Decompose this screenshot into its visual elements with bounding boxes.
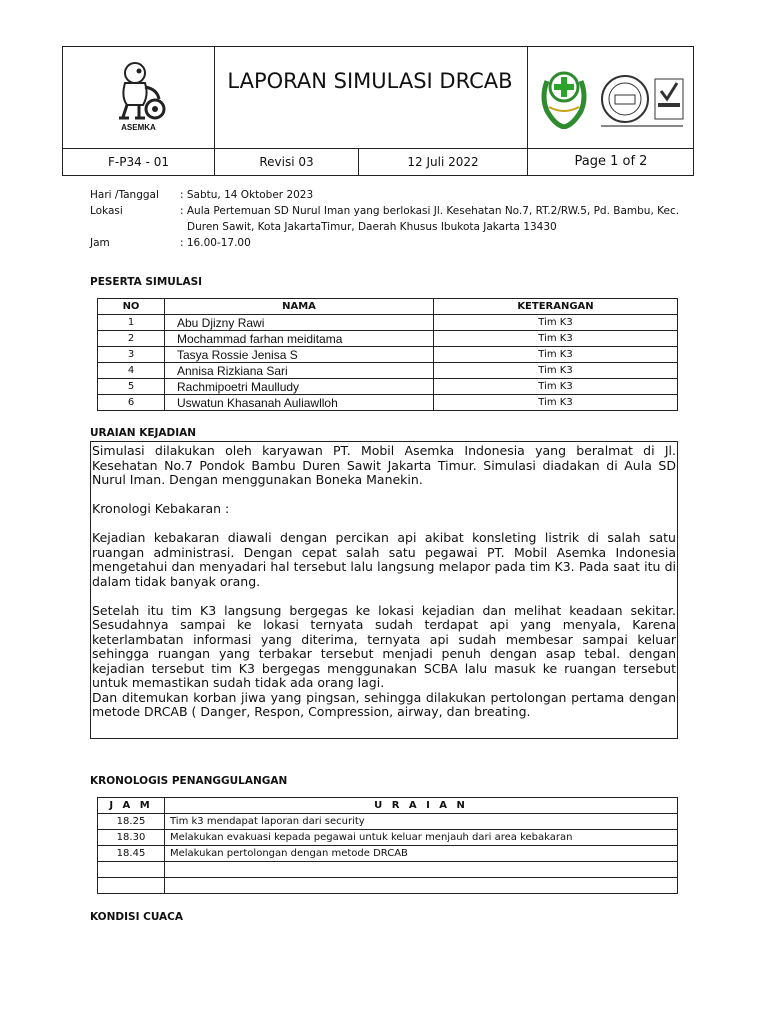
- document-revision: Revisi 03: [259, 155, 314, 169]
- table-row: [98, 331, 678, 347]
- document-code: F-P34 - 01: [108, 155, 169, 169]
- header-divider: [63, 148, 693, 149]
- asemka-mascot-logo: [113, 61, 169, 123]
- location-value: : Aula Pertemuan SD Nurul Iman yang berlokasi Jl. Kesehatan No.7, RT.2/RW.5, Pd. Bambu, Kec.: [180, 205, 680, 217]
- time-cell: [98, 878, 165, 894]
- table-row: [98, 862, 678, 878]
- location-label: Lokasi: [90, 205, 123, 217]
- day-value: : Sabtu, 14 Oktober 2023: [180, 189, 314, 201]
- page-number: Page 1 of 2: [574, 154, 648, 169]
- table-row: [98, 814, 678, 830]
- description-cell: Tim k3 mendapat laporan dari security: [165, 814, 678, 830]
- section-heading-peserta: PESERTA SIMULASI: [90, 276, 203, 288]
- description-cell: Melakukan pertolongan dengan metode DRCAB: [165, 846, 678, 862]
- description-cell: Melakukan evakuasi kepada pegawai untuk keluar menjauh dari area kebakaran: [165, 830, 678, 846]
- column-header: J A M: [98, 798, 165, 814]
- k3-cross-logo: [539, 67, 589, 129]
- participant-name: Annisa Rizkiana Sari: [165, 363, 434, 379]
- incident-description-box: [90, 441, 678, 739]
- document-header: [62, 46, 694, 176]
- location-value-continued: Duren Sawit, Kota JakartaTimur, Daerah Khusus Ibukota Jakarta 13430: [187, 221, 557, 233]
- time-cell: [98, 862, 165, 878]
- table-header-row: [98, 299, 678, 315]
- table-row: [98, 315, 678, 331]
- description-cell: [165, 878, 678, 894]
- paragraph: Simulasi dilakukan oleh karyawan PT. Mobil Asemka Indonesia yang beralmat di Jl. Kesehatan No.7 Pondok Bambu Duren Sawit Jakarta Timur. Simulasi diadakan di Aula SD Nurul Iman. Dengan menggunakan Boneka Manekin.: [92, 443, 676, 487]
- time-value: : 16.00-17.00: [180, 237, 251, 249]
- chronology-table: [97, 797, 678, 894]
- column-header: U R A I A N: [165, 798, 678, 814]
- chronology-table-body: [98, 814, 678, 894]
- participant-name: Rachmipoetri Maulludy: [165, 379, 434, 395]
- participant-role: Tim K3: [434, 347, 678, 363]
- document-date: 12 Juli 2022: [407, 155, 479, 169]
- participant-role: Tim K3: [434, 363, 678, 379]
- column-header: KETERANGAN: [434, 299, 678, 315]
- paragraph: Dan ditemukan korban jiwa yang pingsan, sehingga dilakukan pertolongan pertama dengan metode DRCAB ( Danger, Respon, Compression, airway, dan breating.: [92, 689, 676, 719]
- participant-name: Tasya Rossie Jenisa S: [165, 347, 434, 363]
- time-cell: 18.45: [98, 846, 165, 862]
- time-label: Jam: [90, 237, 110, 249]
- row-number: 4: [98, 363, 165, 379]
- row-number: 6: [98, 395, 165, 411]
- table-row: [98, 830, 678, 846]
- participants-table: [97, 298, 678, 411]
- table-row: [98, 379, 678, 395]
- participant-name: Abu Djizny Rawi: [165, 315, 434, 331]
- section-heading-kronologis: KRONOLOGIS PENANGGULANGAN: [90, 775, 288, 787]
- participant-name: Uswatun Khasanah Auliawlloh: [165, 395, 434, 411]
- participant-name: Mochammad farhan meiditama: [165, 331, 434, 347]
- iso-certification-seal: [597, 73, 687, 131]
- section-heading-cuaca: KONDISI CUACA: [90, 911, 183, 923]
- paragraph: Kejadian kebakaran diawali dengan percikan api akibat konsleting listrik di salah satu ruangan administrasi. Dengan cepat salah satu pegawai PT. Mobil Asemka Indonesia mengetahui dan menyadari hal tersebut lalu langsung melapor pada tim K3. Pada saat itu di dalam tidak banyak orang.: [92, 530, 676, 589]
- column-header: NO: [98, 299, 165, 315]
- time-cell: 18.25: [98, 814, 165, 830]
- column-header: NAMA: [165, 299, 434, 315]
- row-number: 1: [98, 315, 165, 331]
- participant-role: Tim K3: [434, 395, 678, 411]
- participants-table-body: [98, 315, 678, 411]
- table-row: [98, 846, 678, 862]
- table-row: [98, 395, 678, 411]
- page-title: LAPORAN SIMULASI DRCAB: [227, 69, 513, 93]
- paragraph: Kronologi Kebakaran :: [92, 501, 230, 516]
- row-number: 5: [98, 379, 165, 395]
- table-row: [98, 878, 678, 894]
- participant-role: Tim K3: [434, 331, 678, 347]
- time-cell: 18.30: [98, 830, 165, 846]
- row-number: 3: [98, 347, 165, 363]
- table-row: [98, 363, 678, 379]
- section-heading-uraian: URAIAN KEJADIAN: [90, 427, 197, 439]
- paragraph: Setelah itu tim K3 langsung bergegas ke lokasi kejadian dan melihat keadaan sekitar. Sesudahnya sampai ke lokasi ternyata sudah terdapat api yang menyala, Karena keterlambatan informasi yang diterima, ternyata api sudah membesar sampai keluar sehingga ruangan yang terbakar tersebut menjadi penuh dengan asap tebal. dengan kejadian tersebut tim K3 bergegas menggunakan SCBA lalu masuk ke ruangan tersebut untuk memastikan sudah tidak ada orang lagi.: [92, 602, 676, 690]
- table-header-row: [98, 798, 678, 814]
- row-number: 2: [98, 331, 165, 347]
- participant-role: Tim K3: [434, 379, 678, 395]
- description-cell: [165, 862, 678, 878]
- logo-caption: ASEMKA: [121, 123, 156, 132]
- participant-role: Tim K3: [434, 315, 678, 331]
- table-row: [98, 347, 678, 363]
- day-label: Hari /Tanggal: [90, 189, 159, 201]
